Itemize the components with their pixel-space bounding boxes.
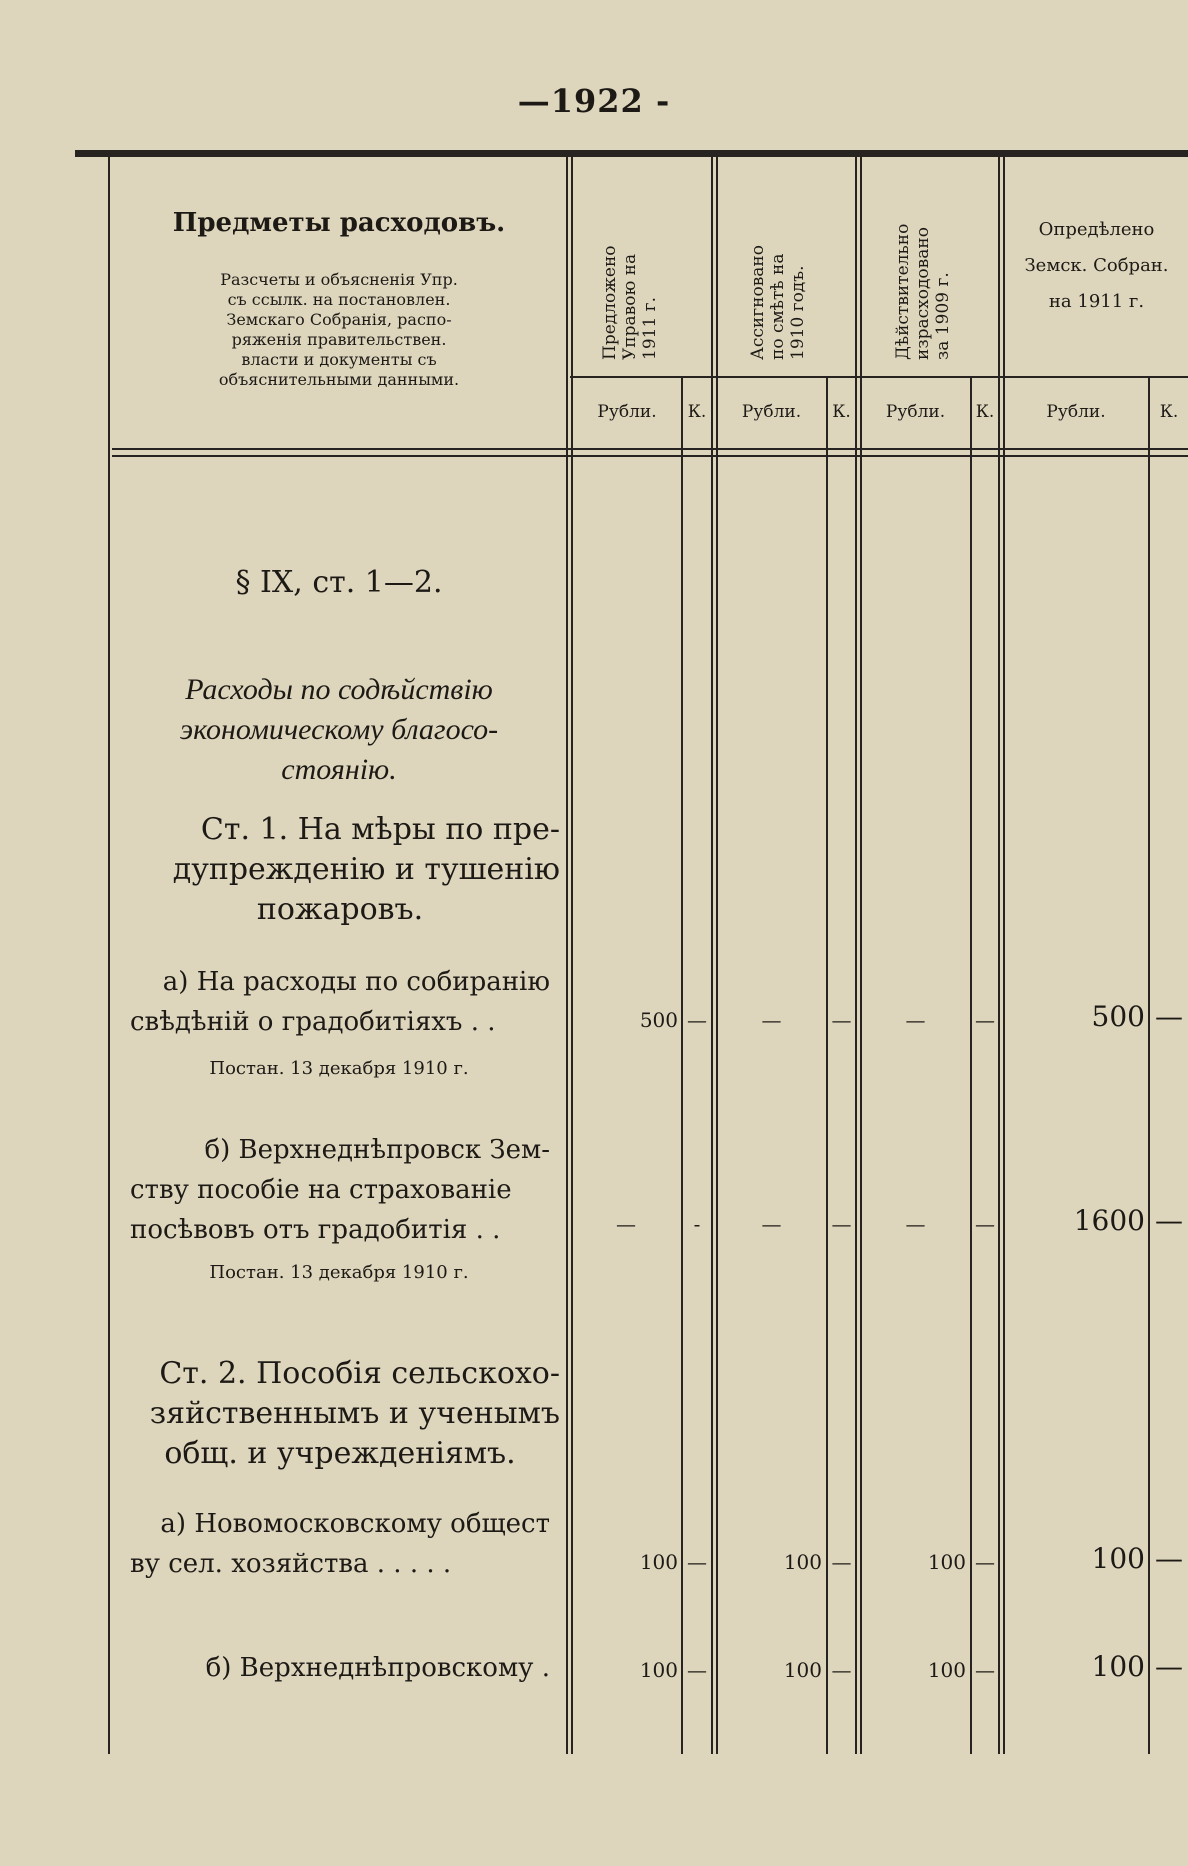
art2-a-c4: 100 bbox=[1091, 1542, 1145, 1575]
art2-b-c4: 100 bbox=[1091, 1650, 1145, 1683]
col2-end bbox=[855, 157, 857, 1754]
art2-a-c1: 100 bbox=[639, 1550, 678, 1574]
table-top-rule bbox=[75, 150, 1188, 157]
col2-start bbox=[716, 157, 718, 1754]
page-number: —1922 - bbox=[517, 82, 671, 120]
col1-rub-label: Рубли. bbox=[597, 402, 657, 422]
col-divider-desc-2 bbox=[571, 157, 573, 1754]
col2-kop-divider bbox=[826, 376, 828, 1754]
art2-a-c2k: — bbox=[831, 1550, 852, 1574]
art2-a-c1k: — bbox=[687, 1550, 707, 1574]
header-bottom-rule-2 bbox=[112, 455, 1188, 457]
art2-a-c2: 100 bbox=[783, 1550, 822, 1574]
art2-title: Ст. 2. Пособія сельскохо- зяйственнымъ и ученымъ общ. и учрежденіямъ. bbox=[149, 1356, 560, 1471]
art1-a-c3k: — bbox=[975, 1008, 995, 1032]
art1-a-c2k: — bbox=[831, 1008, 852, 1032]
art1-a-c2: — bbox=[761, 1008, 782, 1032]
art1-item-b-note: Постан. 13 декабря 1910 г. bbox=[209, 1262, 469, 1283]
art1-b-c2k: — bbox=[831, 1212, 852, 1236]
art2-b-c3k: — bbox=[975, 1658, 995, 1682]
art1-a-c4: 500 bbox=[1091, 1000, 1145, 1033]
col3-kop-divider bbox=[970, 376, 972, 1754]
art1-title: Ст. 1. На мѣры по пре- дупрежденію и тушенію пожаровъ. bbox=[172, 812, 560, 927]
art1-item-b: б) Верхнеднѣпровск Зем- ству пособіе на страхованіе посѣвовъ отъ градобитія . . bbox=[130, 1135, 550, 1245]
art2-item-b: б) Верхнеднѣпровскому . bbox=[205, 1653, 550, 1683]
col2-rub-label: Рубли. bbox=[741, 402, 802, 422]
col3-end bbox=[998, 157, 1000, 1754]
art1-item-a: а) На расходы по собиранію свѣдѣній о градобитіяхъ . . bbox=[130, 967, 550, 1037]
art1-b-c4k: — bbox=[1155, 1204, 1183, 1237]
art1-a-c3: — bbox=[905, 1008, 926, 1032]
header-subtitle: Разсчеты и объясненія Упр. съ ссылк. на постановлен. Земскаго Собранія, распо- ряженія правительствен. власти и документы съ объяснительными данными. bbox=[218, 270, 460, 389]
left-border bbox=[108, 157, 110, 1754]
art1-b-c3: — bbox=[905, 1212, 926, 1236]
col3-start bbox=[860, 157, 862, 1754]
art2-b-c4k: — bbox=[1155, 1650, 1183, 1683]
header-bottom-rule bbox=[112, 448, 1188, 450]
art2-b-c3: 100 bbox=[927, 1658, 966, 1682]
col4-header: Опредѣлено Земск. Собран. на 1911 г. bbox=[1024, 219, 1169, 312]
art2-b-c2: 100 bbox=[783, 1658, 822, 1682]
art1-b-c2: — bbox=[761, 1212, 782, 1236]
art2-a-c3k: — bbox=[975, 1550, 995, 1574]
art1-a-c1k: — bbox=[687, 1008, 707, 1032]
art2-b-c1k: — bbox=[687, 1658, 707, 1682]
section-italic-title: Расходы по содѣйствію экономическому благосо- стоянію. bbox=[179, 673, 499, 786]
col1-kop-divider bbox=[681, 376, 683, 1754]
col4-kop-label: К. bbox=[1159, 402, 1179, 422]
art1-b-c3k: — bbox=[975, 1212, 995, 1236]
header-title: Предметы расходовъ. bbox=[172, 208, 506, 238]
art2-b-c2k: — bbox=[831, 1658, 852, 1682]
col2-kop-label: К. bbox=[832, 402, 851, 422]
col4-start bbox=[1003, 157, 1005, 1754]
art1-b-c4: 1600 bbox=[1073, 1204, 1145, 1237]
art2-b-c1: 100 bbox=[639, 1658, 678, 1682]
art1-a-c1: 500 bbox=[639, 1008, 678, 1032]
col1-kop-label: К. bbox=[687, 402, 707, 422]
units-rule bbox=[570, 376, 1188, 378]
col1-end bbox=[711, 157, 713, 1754]
section-title: § IX, ст. 1—2. bbox=[235, 565, 443, 600]
art1-b-c1k: - bbox=[693, 1212, 701, 1236]
col4-rub-label: Рубли. bbox=[1046, 402, 1106, 422]
col1-header: Предложено Управою на 1911 г. bbox=[600, 245, 660, 360]
col3-header: Дѣйствительно израсходовано за 1909 г. bbox=[893, 223, 953, 360]
art1-item-a-note: Постан. 13 декабря 1910 г. bbox=[209, 1058, 469, 1079]
art2-item-a: а) Новомосковскому общест ву сел. хозяйства . . . . . bbox=[130, 1509, 550, 1579]
col3-rub-label: Рубли. bbox=[885, 402, 946, 422]
art2-a-c4k: — bbox=[1155, 1542, 1183, 1575]
art2-a-c3: 100 bbox=[927, 1550, 966, 1574]
col3-kop-label: К. bbox=[975, 402, 995, 422]
art1-a-c4k: — bbox=[1155, 1000, 1183, 1033]
art1-b-c1: — bbox=[616, 1212, 636, 1236]
col-divider-desc bbox=[566, 157, 568, 1754]
col2-header: Ассигновано по смѣтѣ на 1910 годъ. bbox=[748, 245, 808, 360]
